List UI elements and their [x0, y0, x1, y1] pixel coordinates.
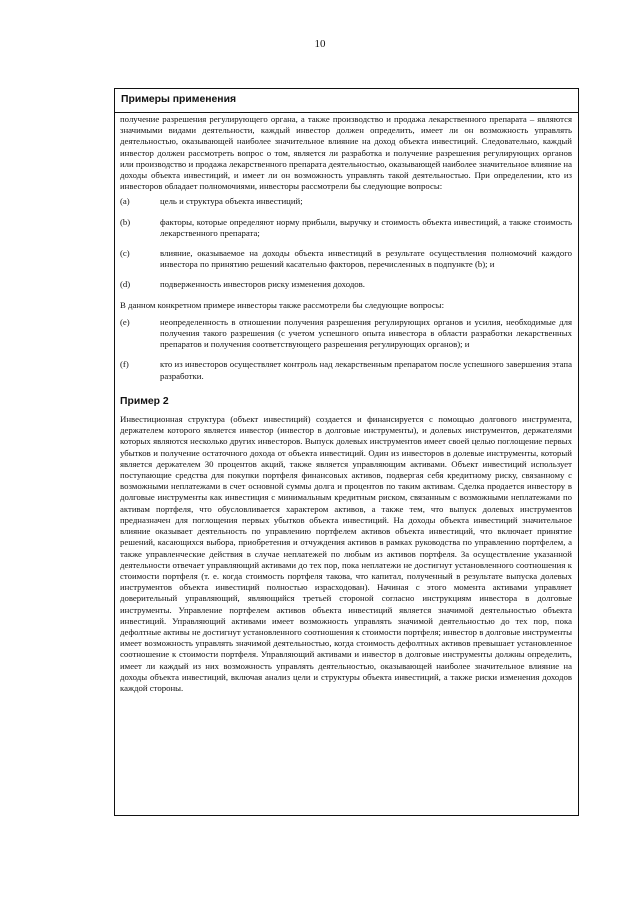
- item-text: цель и структура объекта инвестиций;: [160, 196, 303, 207]
- list-item: [120, 217, 572, 239]
- item-text: факторы, которые определяют норму прибыли, выручку и стоимость объекта инвестиций, а также стоимость лекарственного препарата;: [160, 216, 572, 238]
- item-label: (d): [120, 279, 131, 290]
- list-item: [120, 317, 572, 351]
- item-text: влияние, оказываемое на доходы объекта инвестиций в результате осуществления полномочий каждого инвестора по принятию решений касательно факторов, перечисленных в подпункте (b); и: [160, 248, 572, 270]
- page-number: 10: [314, 38, 326, 50]
- item-label: (f): [120, 359, 129, 370]
- item-label: (e): [120, 316, 130, 327]
- list-item: [120, 279, 572, 290]
- item-label: (b): [120, 216, 131, 227]
- item-text: подверженность инвесторов риску изменения доходов.: [160, 279, 365, 290]
- question-list-2: [120, 317, 572, 382]
- item-text: неопределенность в отношении получения разрешения регулирующих органов и усилия, необходимые для получения такого разрешения (с учетом успешного опыта инвестора в области разработки лекарственных препаратов и получения соответствующего разрешения регулирующих органов); и: [160, 316, 572, 350]
- application-examples-box: [114, 88, 579, 816]
- example-2-paragraph: Инвестиционная структура (объект инвестиций) создается и финансируется с помощью долгового инструмента, держателем которого является инвестор (инвестор в долговые инструменты), и долевых инструментов, держателями которых являются несколько других инвесторов. Выпуск долевых инструментов имеет своей целью поглощение первых убытков и получение остаточного дохода от объекта инвестиций. Один из инвесторов в долевые инструменты, который является держателем 30 процентов акций, также является управляющим активами. Объект инвестиций использует поступающие средства для покупки портфеля финансовых активов, подвергая себя кредитному риску, связанному с возможными неплатежами в счет основной суммы долга и процентов по таким активам. Сделка продается инвестору в долговые инструменты как инвестиция с минимальным кредитным риском, связанным с возможными неплатежами по активам портфеля, что обусловливается характером активов, а также тем, что выпуск долевых инструментов предназначен для поглощения первых убытков объекта инвестиций. На доходы объекта инвестиций значительное влияние оказывает деятельность по управлению портфелем активов объекта инвестиций, что включает принятие решений, касающихся выбора, приобретения и отчуждения активов в рамках руководства по управлению портфелем, а также управленческие действия в случае неплатежей по любым из активов портфеля. За осуществление указанной деятельности отвечает управляющий активами до тех пор, пока неплатежи не достигнут установленного соотношения к стоимости портфеля (т. е. когда стоимость портфеля такова, что капитал, полученный в результате выпуска долевых инструментов объекта инвестиций полностью израсходован). Начиная с этого момента активами управляет доверительный управляющий, являющийся третьей стороной согласно инструкциям инвестора в долговые инструменты. Управление портфелем активов объекта инвестиций является значимой деятельностью объекта инвестиций. Управляющий активами имеет возможность управлять значимой деятельностью до тех пор, пока дефолтные активы не достигнут установленного соотношения к стоимости портфеля; инвестор в долговые инструменты имеет возможность управлять значимой деятельностью, когда стоимость дефолтных активов превышает установленное соотношение к стоимости портфеля. Управляющий активами и инвестор в долговые инструменты должны определить, имеет ли каждый из них возможность управлять деятельностью, оказывающей наиболее значительное влияние на доходы объекта инвестиций, включая анализ цели и структуры объекта инвестиций, а также риски изменения доходов каждой стороны.: [120, 414, 572, 693]
- intro-paragraph: получение разрешения регулирующего органа, а также производство и продажа лекарственного препарата – являются значимыми видами деятельности, каждый инвестор должен определить, имеет ли он возможность управлять деятельностью, оказывающей наиболее значительное влияние на доход объекта инвестиций. Следовательно, каждый инвестор должен рассмотреть вопрос о том, является ли разработка и получение разрешения регулирующих органов или производство и продажа лекарственного препарата деятельностью, оказывающей наиболее значительное влияние на доходы объекта инвестиций, и имеет ли он возможность управлять такой деятельностью. При определении, кто из инвесторов обладает полномочиями, инвесторы рассмотрели бы следующие вопросы:: [120, 114, 572, 192]
- question-list-1: [120, 196, 572, 290]
- item-text: кто из инвесторов осуществляет контроль над лекарственным препаратом после успешного завершения этапа разработки.: [160, 359, 572, 381]
- list-item: [120, 196, 572, 207]
- list-item: [120, 359, 572, 381]
- example-2-title: Пример 2: [120, 395, 169, 407]
- list-item: [120, 248, 572, 270]
- mid-paragraph: В данном конкретном примере инвесторы также рассмотрели бы следующие вопросы:: [120, 299, 445, 310]
- box-header: Примеры применения: [115, 89, 578, 113]
- box-content: [115, 113, 578, 694]
- item-label: (c): [120, 248, 130, 259]
- item-label: (a): [120, 196, 130, 207]
